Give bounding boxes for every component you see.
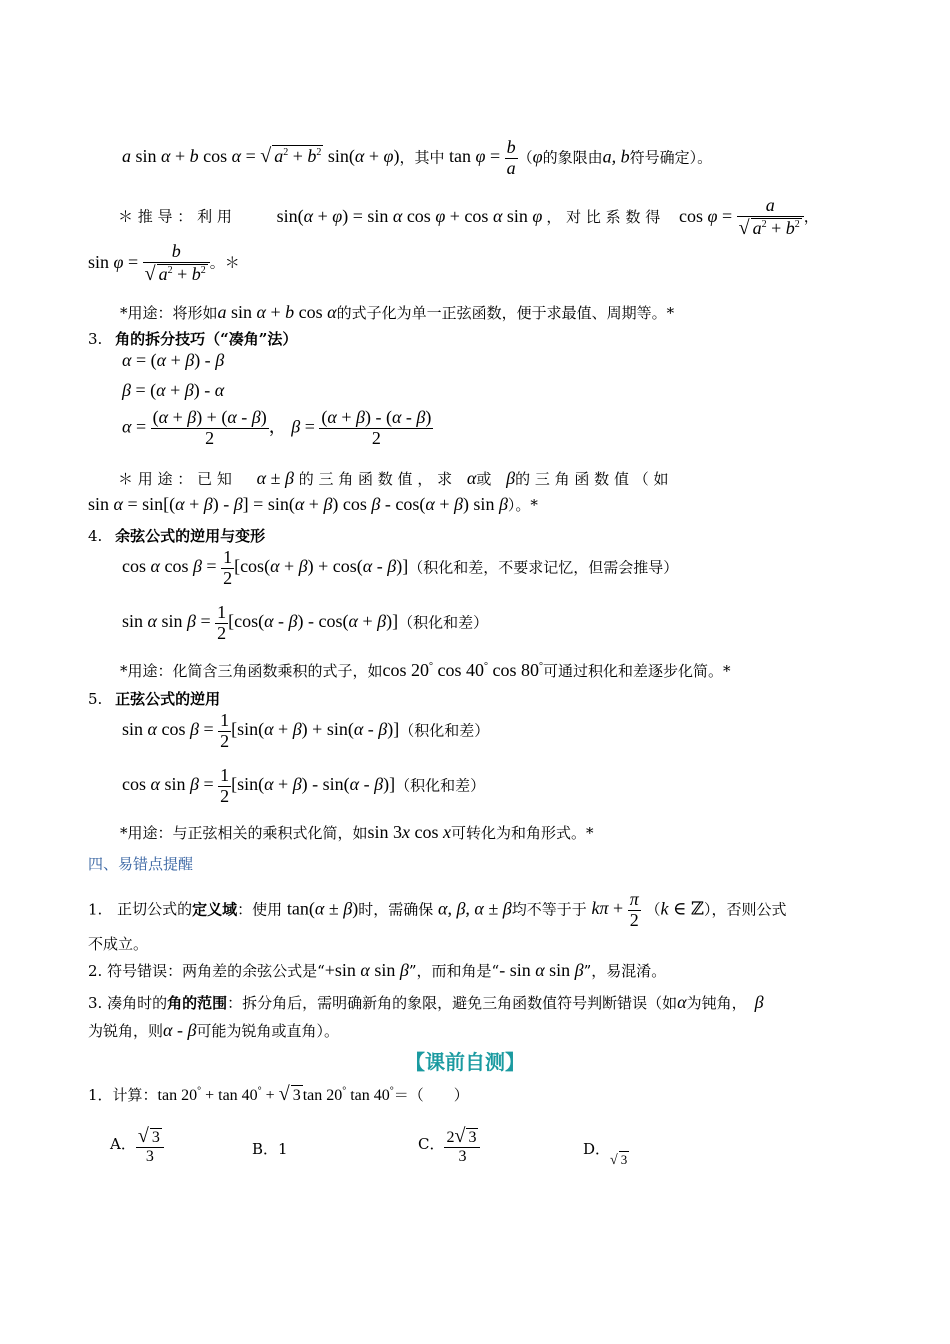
product-to-sum-cos-sin: cos α sin β = $\frac{1}{2}$ [sin(α + β) - sin(α - β)]（积化和差） <box>122 765 486 806</box>
option-a[interactable]: A． $\frac{√ 3}{3}$ <box>110 1125 164 1166</box>
angle-split-2: β = (α + β) - α <box>122 380 225 400</box>
error-2: 2. 符号错误：两角差的余弦公式是“+sin α sin β”，而和角是“- sin α sin β”，易混淆。 <box>88 960 667 980</box>
sin-phi-line: sin φ = $\frac{b}{√ a^2 + b^2}$ 。＊ <box>88 241 240 285</box>
auxiliary-angle-formula: a sin α + b cos α = √ $a^2 + b^2$ sin(α + φ)，其中 tan φ = $\frac{b}{a}$ （φ的象限由a, b符号确定）。 <box>122 137 713 178</box>
error-1-line2: 不成立。 <box>88 935 149 953</box>
section-3-heading: 3. 角的拆分技巧（“凑角”法） <box>88 330 298 348</box>
use-3-line2: sin α = sin[(α + β) - β] = sin(α + β) cos β - cos(α + β) sin β）。* <box>88 494 538 514</box>
question-1: 1．计算：tan 20° + tan 40° + √ 3 tan 20° tan 40°＝（ ） <box>88 1083 469 1105</box>
section-4-heading: 4. 余弦公式的逆用与变形 <box>88 527 266 545</box>
error-3-line1: 3. 凑角时的角的范围：拆分角后，需明确新角的象限，避免三角函数值符号判断错误（如α为钝角， β <box>88 992 764 1012</box>
use-1: *用途：将形如a sin α + b cos α的式子化为单一正弦函数，便于求最值、周期等。* <box>120 302 675 322</box>
product-to-sum-sin-cos: sin α cos β = $\frac{1}{2}$ [sin(α + β) + sin(α - β)]（积化和差） <box>122 710 490 751</box>
self-test-title: 【课前自测】 <box>405 1050 525 1074</box>
option-c[interactable]: C． $\frac{2√ 3}{3}$ <box>418 1125 480 1166</box>
angle-split-1: α = (α + β) - β <box>122 350 225 370</box>
derivation-line: ＊ 推 导 ： 利 用 sin(α + φ) = sin α cos φ + cos α sin φ ， 对 比 系 数 得 cos φ = $\frac{a}{√ a^2 + b^2}$ ， <box>118 195 819 239</box>
product-to-sum-cos-cos: cos α cos β = $\frac{1}{2}$ [cos(α + β) + cos(α - β)]（积化和差，不要求记忆，但需会推导） <box>122 547 679 588</box>
option-b[interactable]: B．1 <box>252 1140 288 1158</box>
error-3-line2: 为锐角，则α - β可能为锐角或直角）。 <box>88 1020 339 1040</box>
product-to-sum-sin-sin: sin α sin β = $\frac{1}{2}$ [cos(α - β) - cos(α + β)]（积化和差） <box>122 602 489 643</box>
error-1-line1: 1. 正切公式的定义域：使用 tan(α ± β)时，需确保 α, β, α ± β均不等于于 kπ + $\frac{\pi}{2}$ （k ∈ ℤ），否则公式 <box>88 889 787 930</box>
section-5-heading: 5. 正弦公式的逆用 <box>88 690 221 708</box>
use-4: *用途：化简含三角函数乘积的式子，如cos 20° cos 40° cos 80°可通过积化和差逐步化简。* <box>120 660 731 680</box>
angle-split-3: α = $\frac{(\alpha + \beta) + (\alpha - \beta)}{2}$ ， β = $\frac{(\alpha + \beta) - (\alpha - \beta)}{2}$ <box>122 407 432 448</box>
intro-text: ，其中 <box>399 148 445 167</box>
option-d[interactable]: D．√ 3 <box>583 1140 628 1168</box>
use-3-line1: ＊ 用 途 ： 已 知 α ± β 的 三 角 函 数 值 ， 求 α或 β的 三 角 函 数 值 （ 如 <box>118 468 669 488</box>
section-four-heading: 四、易错点提醒 <box>88 855 194 873</box>
use-5: *用途：与正弦相关的乘积式化简，如sin 3x cos x可转化为和角形式。* <box>120 822 594 842</box>
